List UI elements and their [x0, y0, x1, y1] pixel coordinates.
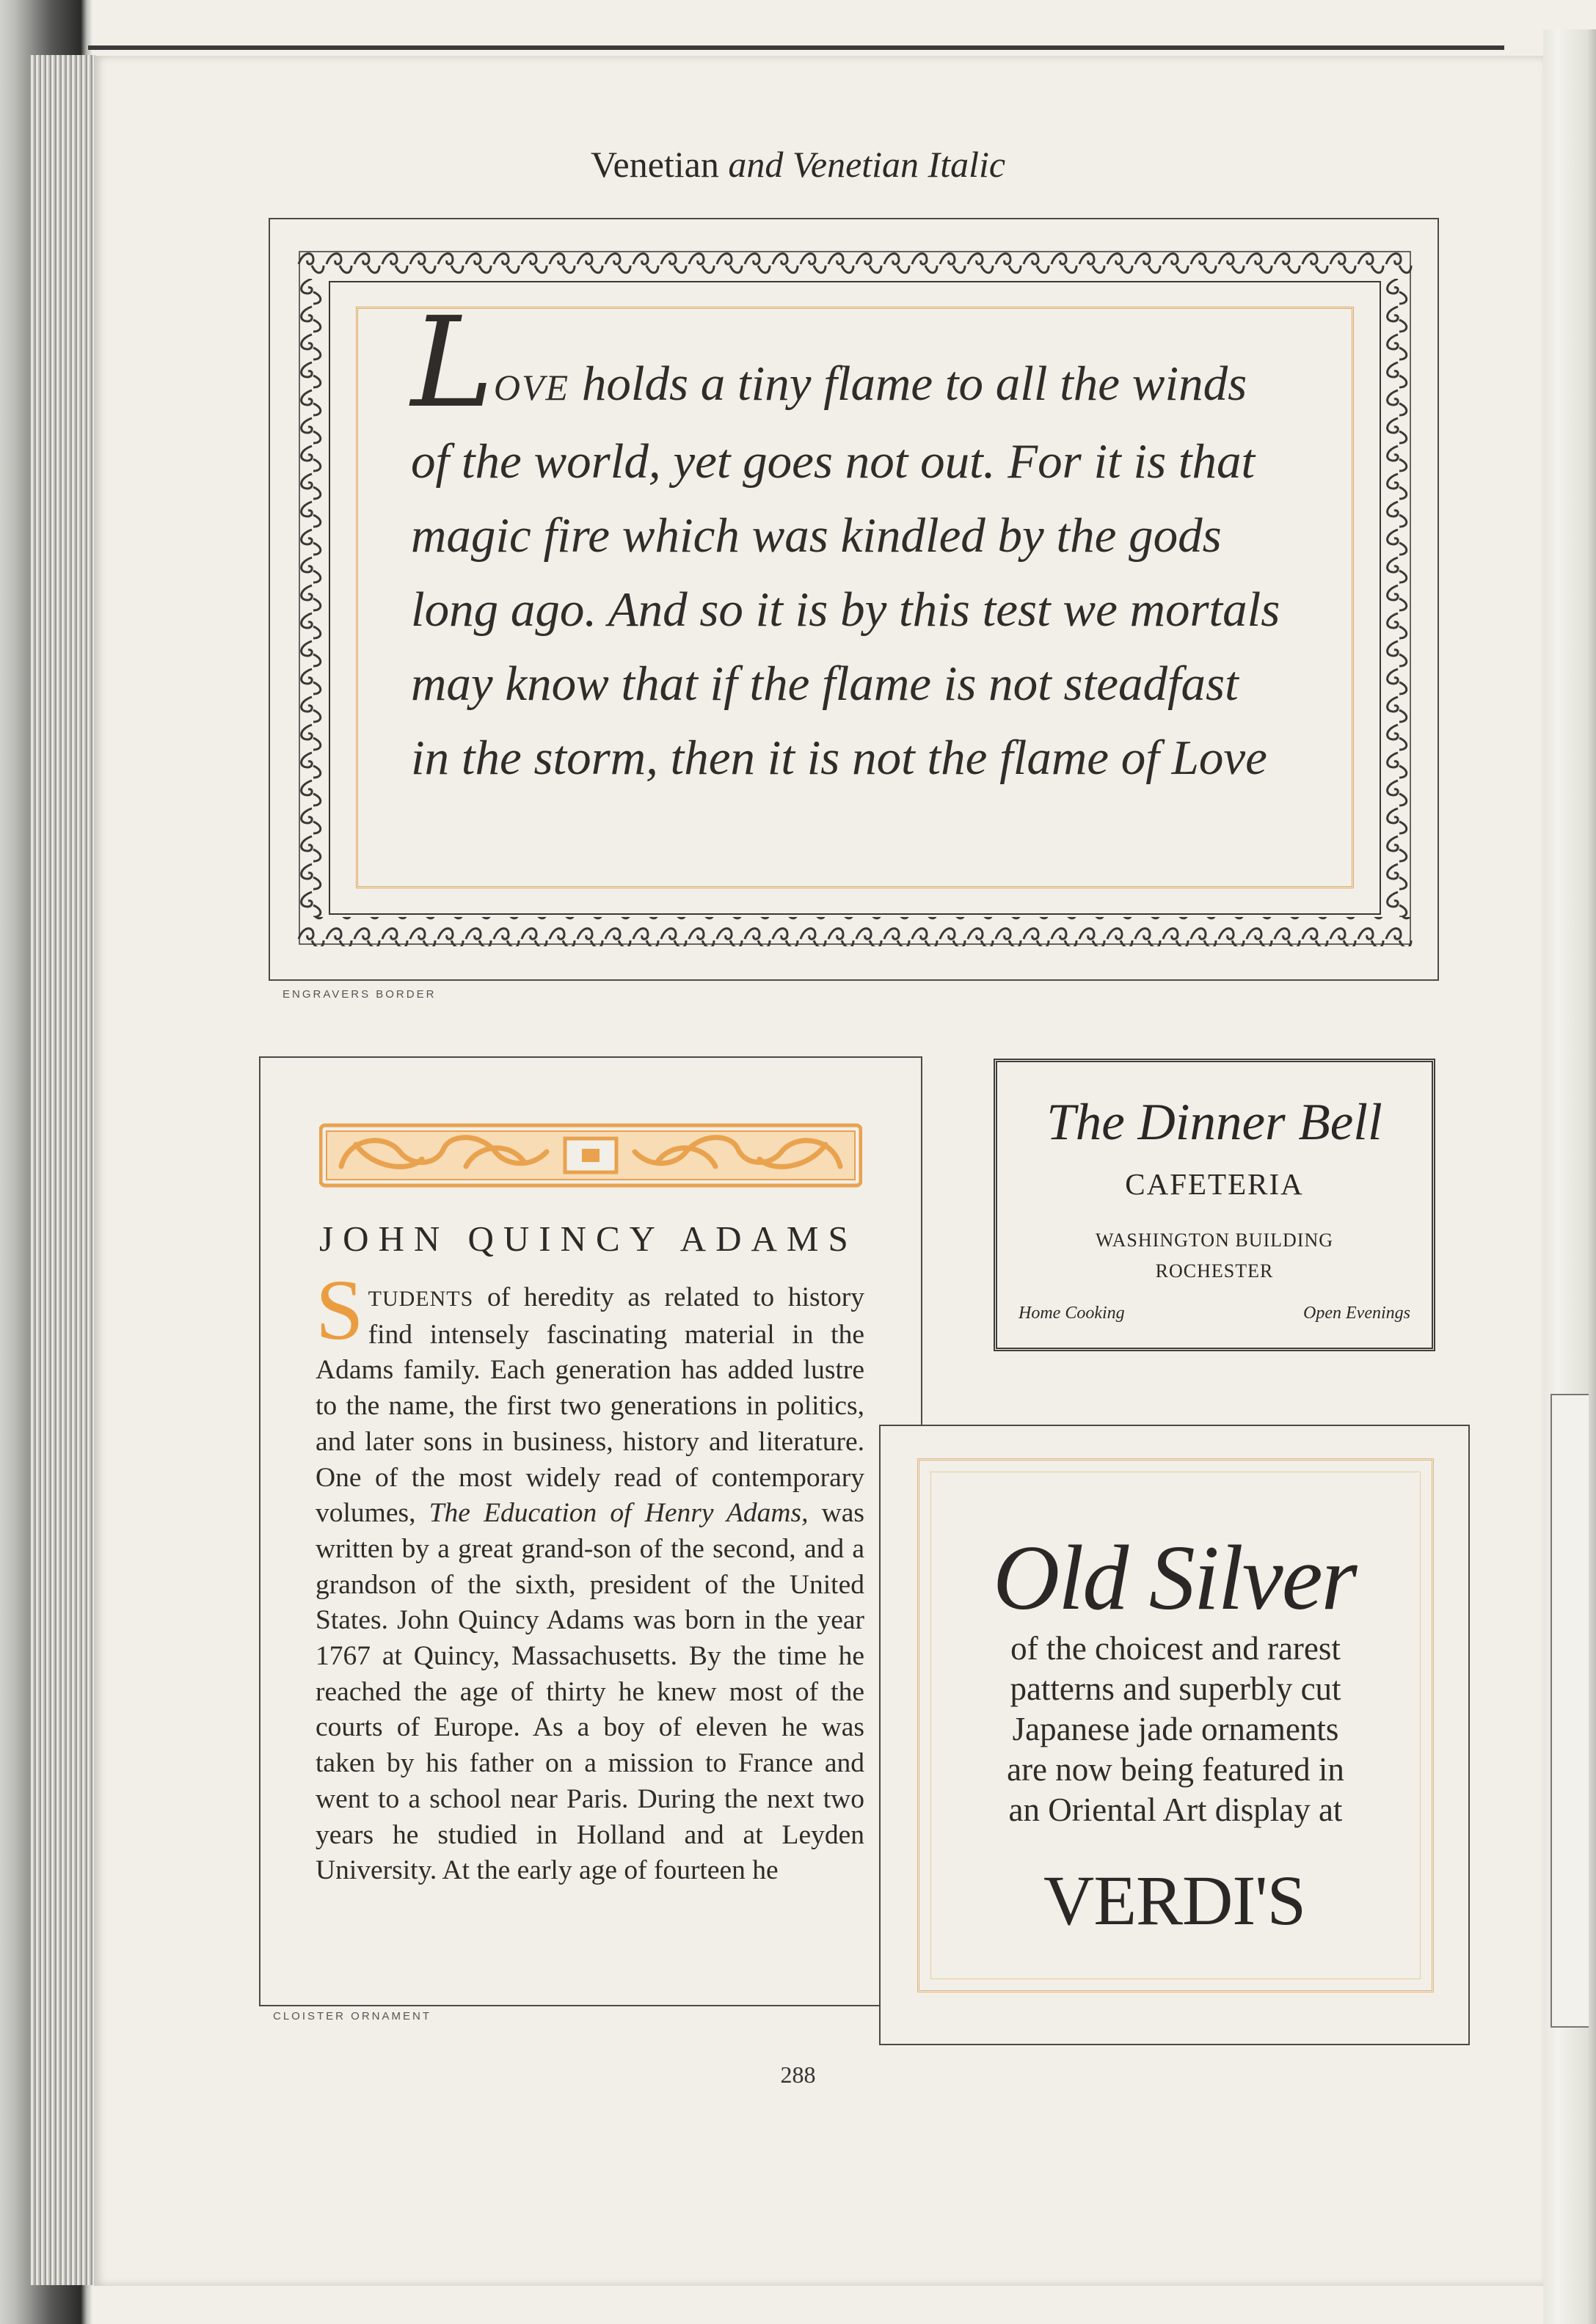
- dinner-bell-building: WASHINGTON BUILDING: [1096, 1229, 1333, 1251]
- love-quote: [411, 290, 1306, 795]
- book-top-edge: [88, 45, 1504, 50]
- page-number: 288: [780, 2061, 816, 2088]
- dinner-bell-left: Home Cooking: [1019, 1304, 1125, 1323]
- dinner-bell-subtitle: CAFETERIA: [1125, 1167, 1304, 1201]
- old-silver-line-4: are now being featured in: [1007, 1751, 1344, 1788]
- old-silver-line-3: Japanese jade ornaments: [1012, 1711, 1339, 1747]
- page-header: [0, 143, 1596, 186]
- dinner-bell-address: [994, 1225, 1435, 1287]
- quote-line-6: in the storm, then it is not the flame of Love: [411, 731, 1267, 785]
- jqa-italic-title: The Education of Henry Adams,: [429, 1498, 809, 1529]
- facing-page-tab: [1551, 1394, 1589, 2028]
- quote-line-1: holds a tiny flame to all the winds: [569, 357, 1247, 411]
- old-silver-line-2: patterns and superbly cut: [1010, 1670, 1341, 1707]
- jqa-text-2: was written by a great grand-son of the second, and a grandson of the sixth, president of the United States. John Quincy Adams was born in the year 1767 at Quincy, Massachusetts. By the time he reached the age of thirty he knew most of the courts of Europe. As a boy of eleven he was taken by his father on a mission to France and went to a school near Paris. During the next two years he studied in Holland and at Leyden University. At the early age of fourteen he: [316, 1498, 864, 1886]
- old-silver-line-1: of the choicest and rarest: [1010, 1630, 1341, 1667]
- jqa-text-1: of heredity as related to history find intensely fascinating material in the Adams family. Each generation has added lustre to the name, the first two generations in politics, and later sons in business, history and literature. One of the most widely read of contemporary volumes,: [316, 1282, 864, 1529]
- cloister-ornament-icon: [319, 1122, 862, 1188]
- quote-line-2: of the world, yet goes not out. For it is that: [411, 434, 1256, 489]
- facing-page-edge: [1543, 29, 1596, 2324]
- quote-line-3: magic fire which was kindled by the gods: [411, 508, 1222, 563]
- engravers-border-caption: ENGRAVERS BORDER: [283, 988, 437, 1001]
- old-silver-body: [917, 1629, 1434, 1830]
- header-italic: and Venetian Italic: [728, 144, 1006, 185]
- old-silver-title: Old Silver: [993, 1527, 1356, 1629]
- quote-initial: L: [411, 290, 494, 436]
- old-silver-line-5: an Oriental Art display at: [1008, 1791, 1343, 1828]
- dinner-bell-city: ROCHESTER: [1155, 1260, 1274, 1282]
- book-page-edges: [29, 55, 95, 2285]
- cloister-ornament-caption: CLOISTER ORNAMENT: [273, 2010, 432, 2022]
- jqa-smallcaps: TUDENTS: [368, 1287, 474, 1311]
- quote-line-4: long ago. And so it is by this test we mortals: [411, 582, 1280, 637]
- jqa-drop-cap: S: [316, 1262, 364, 1358]
- quote-line-5: may know that if the flame is not steadfast: [411, 657, 1239, 711]
- header-roman: Venetian: [590, 144, 719, 185]
- quote-smallcaps: OVE: [493, 367, 570, 408]
- dinner-bell-right: Open Evenings: [1303, 1304, 1410, 1323]
- dinner-bell-footer: [1019, 1304, 1410, 1323]
- dinner-bell-title: The Dinner Bell: [1046, 1094, 1382, 1151]
- jqa-title: JOHN QUINCY ADAMS: [319, 1218, 858, 1259]
- old-silver-brand: VERDI'S: [1043, 1861, 1305, 1940]
- jqa-body: [316, 1262, 864, 1889]
